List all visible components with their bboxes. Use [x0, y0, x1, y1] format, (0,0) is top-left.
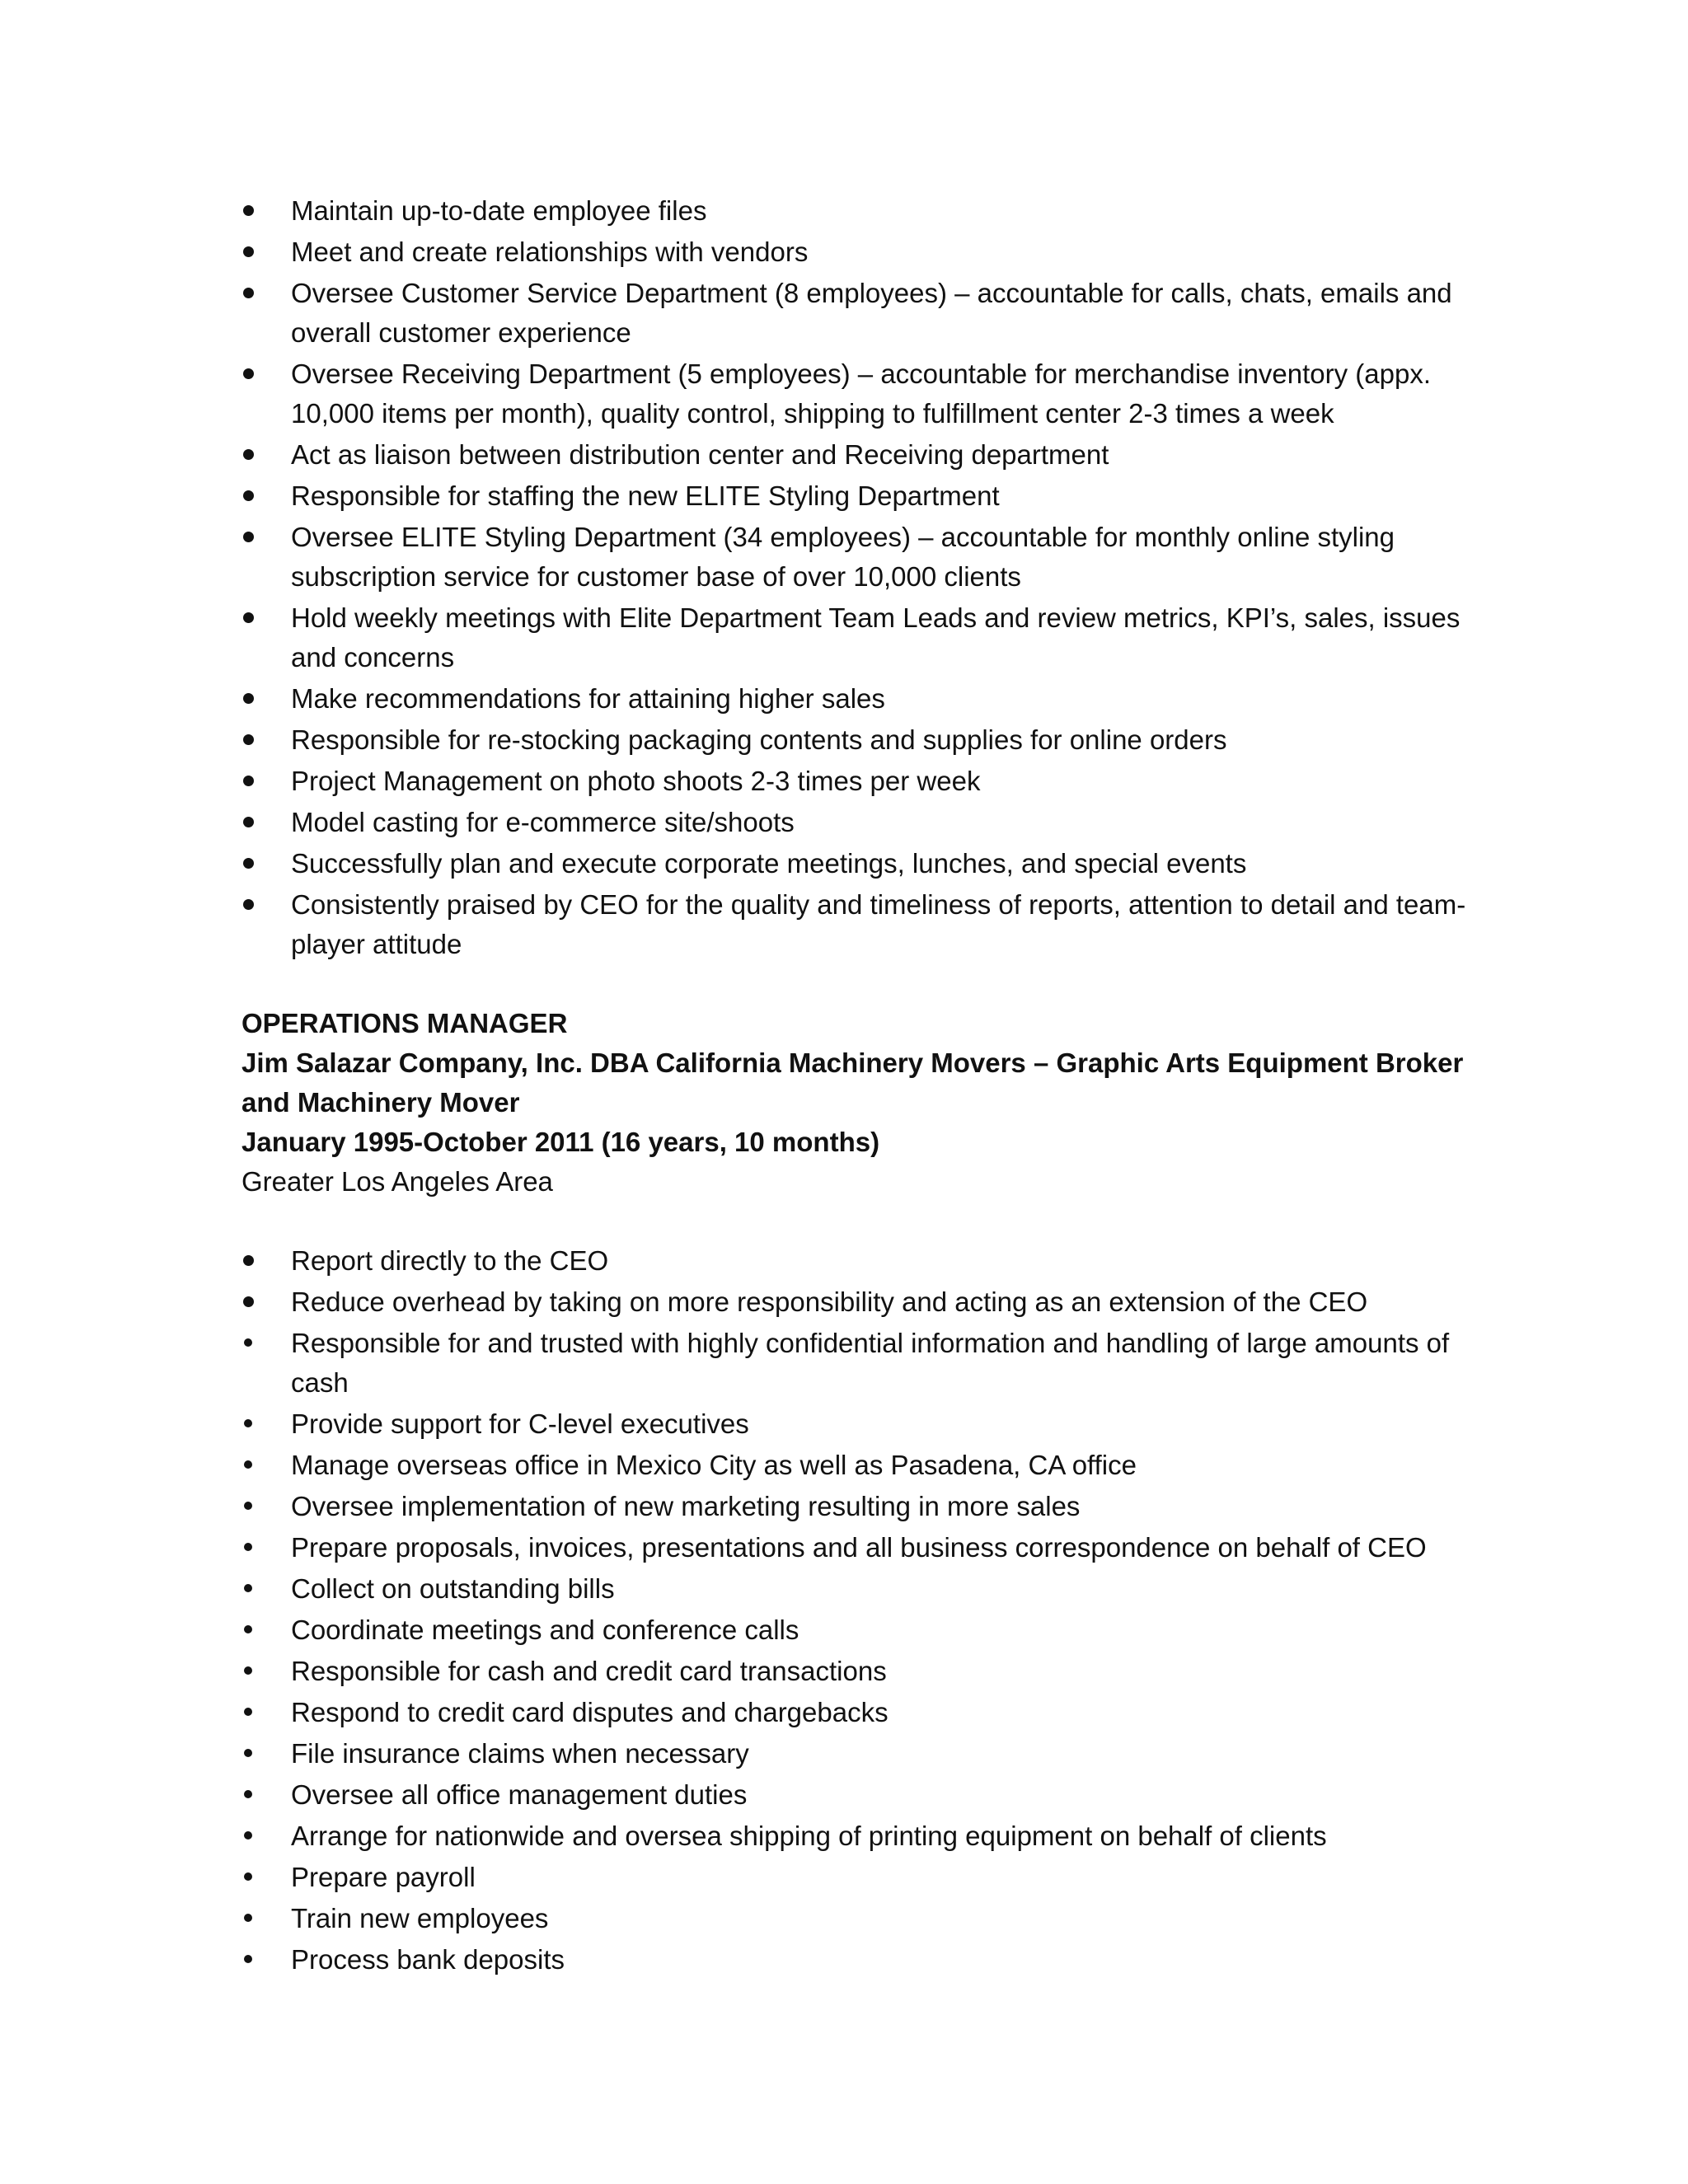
list-item-text: Project Management on photo shoots 2-3 times per week	[291, 766, 981, 796]
list-item	[241, 518, 1478, 597]
list-item	[241, 191, 1478, 231]
list-item-text: Prepare proposals, invoices, presentations and all business correspondence on behalf of CEO	[291, 1532, 1427, 1563]
list-item	[241, 679, 1478, 719]
list-item-text: Responsible for staffing the new ELITE Styling Department	[291, 480, 1000, 511]
job-section	[241, 1004, 1478, 1202]
list-item-text: Oversee Receiving Department (5 employees) – accountable for merchandise inventory (appx. 10,000 items per month), quality control, shipping to fulfillment center 2-3 times a week	[291, 359, 1432, 429]
list-item-text: Successfully plan and execute corporate meetings, lunches, and special events	[291, 848, 1247, 879]
list-item-text: Manage overseas office in Mexico City as well as Pasadena, CA office	[291, 1450, 1137, 1480]
list-item-text: Make recommendations for attaining higher sales	[291, 683, 885, 714]
list-item-text: Oversee Customer Service Department (8 employees) – accountable for calls, chats, emails and overall customer experience	[291, 278, 1452, 348]
list-item	[241, 274, 1478, 353]
list-item-text: Maintain up-to-date employee files	[291, 195, 707, 226]
document-content	[241, 191, 1478, 1981]
list-item	[241, 1734, 1478, 1774]
list-item	[241, 1816, 1478, 1856]
employment-dates: January 1995-October 2011 (16 years, 10 months)	[241, 1127, 880, 1157]
list-item	[241, 1693, 1478, 1732]
list-item	[241, 1569, 1478, 1609]
list-item	[241, 1404, 1478, 1444]
list-item-text: Reduce overhead by taking on more responsibility and acting as an extension of the CEO	[291, 1286, 1368, 1317]
list-item-text: Hold weekly meetings with Elite Department Team Leads and review metrics, KPI’s, sales, issues and concerns	[291, 602, 1461, 673]
list-item-text: Collect on outstanding bills	[291, 1573, 615, 1604]
list-item	[241, 1610, 1478, 1650]
list-item-text: Model casting for e-commerce site/shoots	[291, 807, 795, 837]
list-item	[241, 435, 1478, 475]
list-item	[241, 1940, 1478, 1980]
list-item-text: Meet and create relationships with vendors	[291, 237, 809, 267]
list-item-text: Arrange for nationwide and oversea shipping of printing equipment on behalf of clients	[291, 1821, 1327, 1851]
list-item-text: Respond to credit card disputes and chargebacks	[291, 1697, 889, 1727]
list-item-text: Responsible for cash and credit card transactions	[291, 1656, 887, 1686]
list-item-text: Consistently praised by CEO for the quality and timeliness of reports, attention to detail and team-player attitude	[291, 889, 1466, 959]
job-location: Greater Los Angeles Area	[241, 1166, 553, 1197]
list-item-text: Process bank deposits	[291, 1944, 565, 1975]
list-item-text: File insurance claims when necessary	[291, 1738, 749, 1769]
list-item-text: Oversee all office management duties	[291, 1779, 748, 1810]
list-item	[241, 1858, 1478, 1897]
list-item-text: Provide support for C-level executives	[291, 1408, 749, 1439]
list-item-text: Report directly to the CEO	[291, 1245, 609, 1276]
list-item	[241, 1324, 1478, 1403]
list-item	[241, 1528, 1478, 1568]
list-item	[241, 1446, 1478, 1485]
list-item	[241, 1899, 1478, 1938]
list-item	[241, 598, 1478, 677]
list-item	[241, 803, 1478, 842]
list-item	[241, 1282, 1478, 1322]
list-item	[241, 476, 1478, 516]
list-item	[241, 720, 1478, 760]
list-item	[241, 1487, 1478, 1526]
list-item-text: Prepare payroll	[291, 1862, 476, 1892]
list-item	[241, 885, 1478, 964]
list-item-text: Oversee ELITE Styling Department (34 employees) – accountable for monthly online styling subscription service for customer base of over 10,000 clients	[291, 522, 1395, 592]
list-item-text: Coordinate meetings and conference calls	[291, 1615, 799, 1645]
list-item-text: Responsible for and trusted with highly confidential information and handling of large amounts of cash	[291, 1328, 1450, 1398]
responsibilities-list-operations-manager	[241, 1241, 1478, 1980]
list-item-text: Oversee implementation of new marketing resulting in more sales	[291, 1491, 1081, 1521]
job-title: OPERATIONS MANAGER	[241, 1008, 568, 1038]
list-item-text: Act as liaison between distribution center and Receiving department	[291, 439, 1109, 470]
spacer	[241, 1202, 1478, 1241]
list-item	[241, 354, 1478, 434]
list-item	[241, 232, 1478, 272]
list-item	[241, 1241, 1478, 1281]
list-item	[241, 762, 1478, 801]
list-item	[241, 1652, 1478, 1691]
list-item-text: Responsible for re-stocking packaging contents and supplies for online orders	[291, 724, 1227, 755]
company-name: Jim Salazar Company, Inc. DBA California Machinery Movers – Graphic Arts Equipment Broker and Machinery Mover	[241, 1047, 1464, 1118]
responsibilities-list-previous-role	[241, 191, 1478, 964]
list-item	[241, 844, 1478, 883]
list-item	[241, 1775, 1478, 1815]
list-item-text: Train new employees	[291, 1903, 549, 1933]
